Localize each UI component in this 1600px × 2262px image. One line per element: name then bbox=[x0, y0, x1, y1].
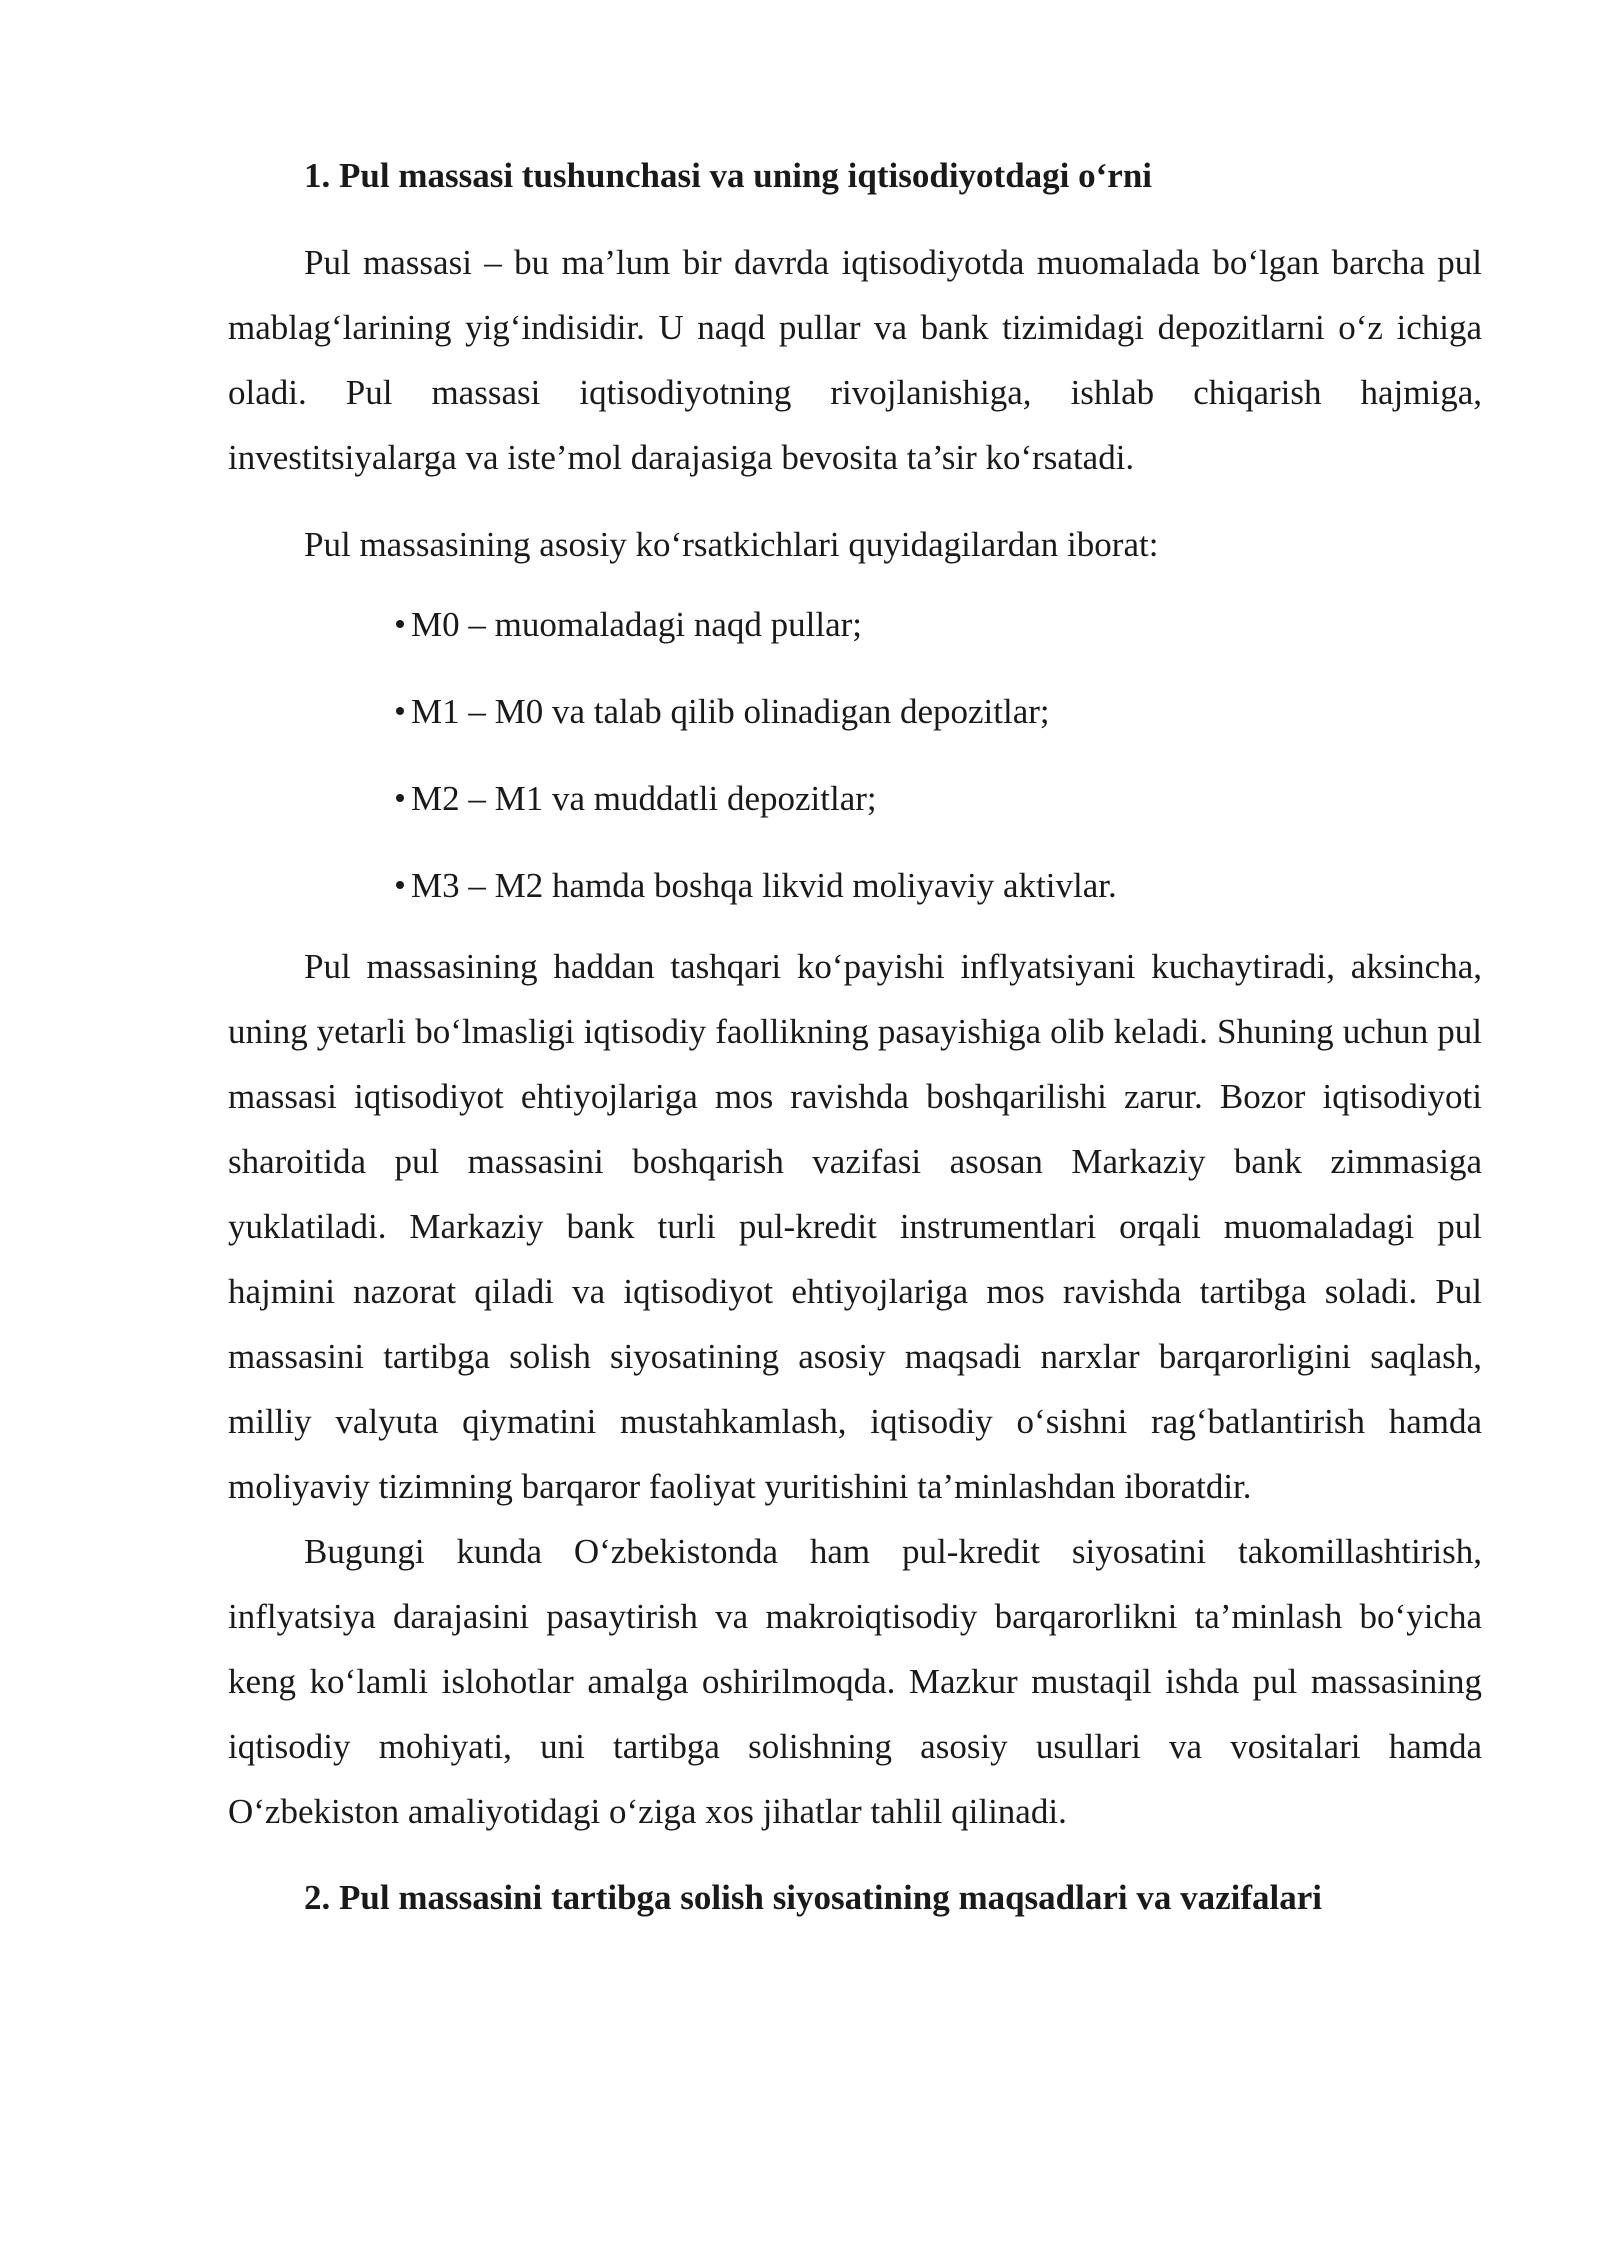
bullet-icon bbox=[396, 794, 404, 802]
section-1-heading: 1. Pul massasi tushunchasi va uning iqtisodiyotdagi o‘rni bbox=[304, 156, 1153, 195]
section-2-heading: 2. Pul massasini tartibga solish siyosatining maqsadlari va vazifalari bbox=[304, 1878, 1323, 1917]
document-body bbox=[228, 150, 1482, 1924]
indicator-m1: M1 – M0 va talab qilib olinadigan depozitlar; bbox=[411, 692, 1050, 731]
indicators-lead-paragraph: Pul massasining asosiy ko‘rsatkichlari quyidagilardan iborat: bbox=[304, 525, 1159, 564]
list-item bbox=[396, 773, 1482, 825]
indicator-m3: M3 – M2 hamda boshqa likvid moliyaviy aktivlar. bbox=[411, 866, 1117, 905]
list-item bbox=[396, 686, 1482, 738]
regulation-paragraph: Pul massasining haddan tashqari ko‘payishi inflyatsiyani kuchaytiradi, aksincha, uning yetarli bo‘lmasligi iqtisodiy faollikning pasayishiga olib keladi. Shuning uchun pul massasi iqtisodiyot ehtiyojlariga mos ravishda boshqarilishi zarur. Bozor iqtisodiyoti sharoitida pul massasini boshqarish vazifasi asosan Markaziy bank zimmasiga yuklatiladi. Markaziy bank turli pul-kredit instrumentlari orqali muomaladagi pul hajmini nazorat qiladi va iqtisodiyot ehtiyojlariga mos ravishda tartibga soladi. Pul massasini tartibga solish siyosatining asosiy maqsadi narxlar barqarorligini saqlash, milliy valyuta qiymatini mustahkamlash, iqtisodiy o‘sishni rag‘batlantirish hamda moliyaviy tizimning barqaror faoliyat yuritishini ta’minlashdan iboratdir. bbox=[228, 947, 1482, 1506]
intro-paragraph: Pul massasi – bu ma’lum bir davrda iqtisodiyotda muomalada bo‘lgan barcha pul mablag‘larining yig‘indisidir. U naqd pullar va bank tizimidagi depozitlarni o‘z ichiga oladi. Pul massasi iqtisodiyotning rivojlanishiga, ishlab chiqarish hajmiga, investitsiyalarga va iste’mol darajasiga bevosita ta’sir ko‘rsatadi. bbox=[228, 243, 1482, 477]
list-item bbox=[396, 860, 1482, 912]
bullet-icon bbox=[396, 620, 404, 628]
indicator-m0: M0 – muomaladagi naqd pullar; bbox=[411, 605, 863, 644]
bullet-icon bbox=[396, 707, 404, 715]
indicator-m2: M2 – M1 va muddatli depozitlar; bbox=[411, 779, 877, 818]
money-supply-indicators-list bbox=[228, 599, 1482, 912]
list-item bbox=[396, 599, 1482, 651]
bullet-icon bbox=[396, 881, 404, 889]
uzbekistan-paragraph: Bugungi kunda O‘zbekistonda ham pul-kredit siyosatini takomillashtirish, inflyatsiya darajasini pasaytirish va makroiqtisodiy barqarorlikni ta’minlash bo‘yicha keng ko‘lamli islohotlar amalga oshirilmoqda. Mazkur mustaqil ishda pul massasining iqtisodiy mohiyati, uni tartibga solishning asosiy usullari va vositalari hamda O‘zbekiston amaliyotidagi o‘ziga xos jihatlar tahlil qilinadi. bbox=[228, 1532, 1482, 1831]
